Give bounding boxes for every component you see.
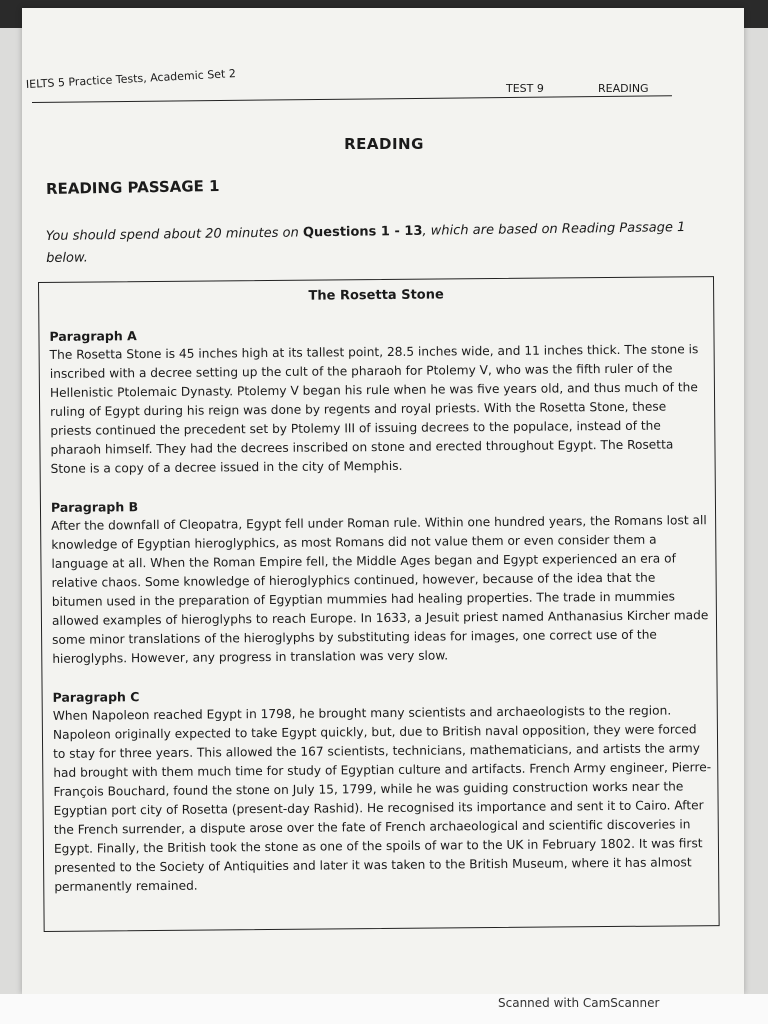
page-title: READING bbox=[344, 135, 424, 153]
paragraph-heading: Paragraph A bbox=[49, 328, 137, 344]
passage-heading: READING PASSAGE 1 bbox=[45, 176, 220, 198]
paragraph-text: When Napoleon reached Egypt in 1798, he brought many scientists and archaeologists to the region. Napoleon originally expected to take Egypt quickly, but, due to British naval opposition, they were forced to stay for three years. This allowed the 167 scientists, technicians, mathematicians, and artists the army had brought with them much time for study of Egyptian culture and artifacts. French Army engineer, Pierre-François Bouchard, found the stone on July 15, 1799, while he was guiding construction works near the Egyptian port city of Rosetta (present-day Rashid). He recognised its importance and sent it to Cairo. After the French surrender, a dispute arose over the fate of French archaeological and scientific discoveries in Egypt. Finally, the British took the stone as one of the spoils of war to the UK in February 1802. It was first presented to the Society of Antiquities and later it was taken to the British Museum, where it has almost permanently remained. bbox=[52, 703, 712, 894]
scanner-watermark: Scanned with CamScanner bbox=[498, 996, 660, 1010]
paragraph-a bbox=[49, 322, 708, 479]
instructions bbox=[46, 217, 687, 270]
section-label: READING bbox=[598, 82, 649, 95]
book-title: IELTS 5 Practice Tests, Academic Set 2 bbox=[25, 67, 237, 91]
paragraph-c bbox=[53, 683, 713, 897]
header-rule bbox=[32, 95, 672, 103]
paragraph-heading: Paragraph B bbox=[50, 499, 139, 515]
paragraph-text: After the downfall of Cleopatra, Egypt fell under Roman rule. Within one hundred years, the Romans lost all knowledge of Egyptian hieroglyphics, as most Romans did not value them or even consider them a language at all. When the Roman Empire fell, the Middle Ages began and Egypt experienced an era of relative chaos. Some knowledge of hieroglyphics continued, however, because of the idea that the bitumen used in the preparation of Egyptian mummies had healing properties. The trade in mummies allowed examples of hieroglyphs to reach Europe. In 1633, a Jesuit priest named Anthanasius Kircher made some minor translations of the hieroglyphs by substituting ideas for images, one correct use of the hieroglyphs. However, any progress in translation was very slow. bbox=[51, 513, 709, 666]
paragraph-b bbox=[51, 493, 710, 669]
test-label: TEST 9 bbox=[506, 82, 544, 95]
paragraph-heading: Paragraph C bbox=[52, 689, 140, 705]
running-header bbox=[25, 67, 676, 112]
passage-box bbox=[38, 276, 720, 932]
instructions-text-2: , which are based on Reading Passage 1 below. bbox=[46, 220, 686, 266]
instructions-text-1: You should spend about 20 minutes on bbox=[45, 225, 304, 245]
passage-title: The Rosetta Stone bbox=[308, 287, 444, 304]
instructions-questions: Questions 1 - 13 bbox=[302, 223, 423, 241]
paragraph-text: The Rosetta Stone is 45 inches high at its tallest point, 28.5 inches wide, and 11 inches thick. The stone is inscribed with a decree setting up the cult of the pharaoh for Ptolemy V, who was the fifth ruler of the Hellenistic Ptolemaic Dynasty. Ptolemy V began his rule when he was five years old, and thus much of the ruling of Egypt during his reign was done by regents and royal priests. With the Rosetta Stone, these priests continued the precedent set by Ptolemy III of issuing decrees to the populace, instead of the pharaoh himself. They had the decrees inscribed on stone and erected throughout Egypt. The Rosetta Stone is a copy of a decree issued in the city of Memphis. bbox=[49, 342, 699, 476]
